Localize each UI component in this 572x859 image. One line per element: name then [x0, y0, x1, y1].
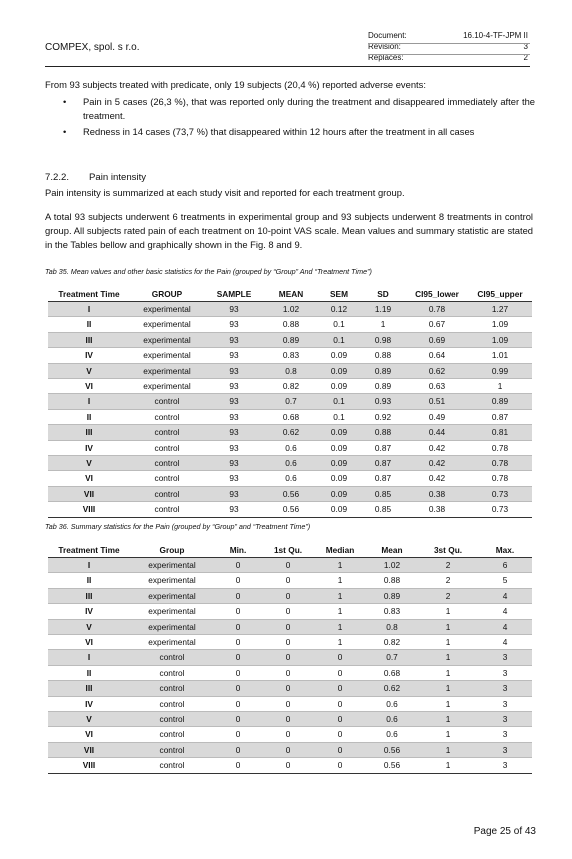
table-cell: 0.1: [318, 332, 360, 347]
table-cell: 0.78: [468, 471, 532, 486]
header-divider: [368, 54, 530, 55]
table-cell: III: [48, 332, 130, 347]
table-cell: 0.88: [360, 348, 406, 363]
table-cell: II: [48, 409, 130, 424]
table-cell: 0.69: [406, 332, 468, 347]
table-cell: 3: [478, 758, 532, 773]
table-cell: 0.09: [318, 363, 360, 378]
table-row: [48, 665, 532, 680]
table-cell: 1.02: [366, 558, 418, 573]
table-cell: 0.6: [366, 712, 418, 727]
table-cell: III: [48, 681, 130, 696]
table-cell: 1: [314, 604, 366, 619]
table-cell: 0.89: [468, 394, 532, 409]
table-cell: VI: [48, 727, 130, 742]
table-cell: 3: [478, 665, 532, 680]
table-cell: 0.12: [318, 302, 360, 317]
table-cell: IV: [48, 348, 130, 363]
list-item: • Pain in 5 cases (26,3 %), that was reported only during the treatment and disappeared immediately after the treatment.: [45, 95, 535, 123]
table-row: [48, 712, 532, 727]
table-cell: 93: [204, 317, 264, 332]
summary-statistics-table: [48, 544, 532, 774]
table-cell: experimental: [130, 573, 214, 588]
table-cell: 0: [314, 696, 366, 711]
table-cell: II: [48, 573, 130, 588]
table-cell: 0: [262, 604, 314, 619]
table-cell: III: [48, 425, 130, 440]
table-cell: 93: [204, 332, 264, 347]
column-header: Min.: [214, 544, 262, 558]
section-heading: [45, 172, 146, 183]
table-cell: 0.6: [366, 696, 418, 711]
table-row: [48, 379, 532, 394]
paragraph: A total 93 subjects underwent 6 treatments in experimental group and 93 subjects underwent 8 treatments in control group. All subjects rated pain of each treatment on 10-point VAS scale. Mean values and summary statistic are stated in the Tables bellow and graphically shown in the Fig. 8 and 9.: [45, 211, 533, 250]
table-cell: 0: [214, 727, 262, 742]
table-cell: 93: [204, 394, 264, 409]
table-cell: 1: [314, 619, 366, 634]
table-cell: 0.7: [366, 650, 418, 665]
table-cell: 0: [314, 727, 366, 742]
table-row: [48, 425, 532, 440]
table-cell: 1: [418, 681, 478, 696]
replaces-label: Replaces:: [368, 53, 404, 62]
table-cell: 0.85: [360, 486, 406, 501]
table-cell: 0.73: [468, 502, 532, 517]
table-cell: 0.56: [366, 758, 418, 773]
table-cell: III: [48, 588, 130, 603]
table-row: [48, 332, 532, 347]
table-cell: VIII: [48, 502, 130, 517]
column-header: 3st Qu.: [418, 544, 478, 558]
table-cell: 0.93: [360, 394, 406, 409]
table-cell: 0: [214, 742, 262, 757]
table-cell: V: [48, 456, 130, 471]
table-cell: 0: [262, 727, 314, 742]
table-cell: 0: [214, 650, 262, 665]
table-caption: Tab 36. Summary statistics for the Pain (grouped by “Group” and “Treatment Time”): [45, 522, 311, 531]
table-cell: 0.87: [360, 471, 406, 486]
document-label: Document:: [368, 31, 407, 40]
table-cell: 0.89: [360, 379, 406, 394]
table-cell: 0.09: [318, 379, 360, 394]
table-cell: 0: [314, 712, 366, 727]
table-cell: 0.8: [264, 363, 318, 378]
table-cell: 0: [262, 712, 314, 727]
table-cell: 0.1: [318, 394, 360, 409]
table-cell: 0: [214, 696, 262, 711]
table-cell: 0: [214, 681, 262, 696]
table-cell: experimental: [130, 558, 214, 573]
table-cell: I: [48, 558, 130, 573]
table-cell: 93: [204, 471, 264, 486]
document-meta: [368, 30, 528, 63]
company-name: COMPEX, spol. s r.o.: [45, 42, 140, 53]
table-cell: control: [130, 742, 214, 757]
column-header: Group: [130, 544, 214, 558]
mean-statistics-table: [48, 288, 532, 518]
table-cell: experimental: [130, 619, 214, 634]
table-cell: 0.49: [406, 409, 468, 424]
table-row: [48, 635, 532, 650]
table-cell: 0.78: [468, 440, 532, 455]
table-cell: 0.1: [318, 317, 360, 332]
table-cell: 1.09: [468, 317, 532, 332]
table-cell: experimental: [130, 302, 204, 317]
table-cell: 0.68: [366, 665, 418, 680]
table-cell: 0.64: [406, 348, 468, 363]
table-cell: 0: [262, 650, 314, 665]
table-cell: 0: [214, 619, 262, 634]
table-cell: 4: [478, 588, 532, 603]
table-cell: 0.7: [264, 394, 318, 409]
table-cell: 0.56: [264, 486, 318, 501]
table-cell: VII: [48, 486, 130, 501]
table-cell: control: [130, 394, 204, 409]
table-cell: 0.56: [366, 742, 418, 757]
revision-label: Revision:: [368, 42, 401, 51]
column-header: Treatment Time: [48, 544, 130, 558]
table-cell: 93: [204, 486, 264, 501]
table-row: [48, 348, 532, 363]
table-cell: 4: [478, 619, 532, 634]
table-cell: 0: [214, 665, 262, 680]
table-cell: control: [130, 409, 204, 424]
table-cell: control: [130, 440, 204, 455]
table-cell: 1.27: [468, 302, 532, 317]
table-cell: control: [130, 758, 214, 773]
table-cell: experimental: [130, 604, 214, 619]
revision-value: 3: [523, 42, 528, 51]
table-cell: control: [130, 712, 214, 727]
table-cell: 0.88: [360, 425, 406, 440]
table-row: [48, 742, 532, 757]
table-cell: 1: [418, 696, 478, 711]
table-cell: 1: [418, 742, 478, 757]
table-cell: 0.51: [406, 394, 468, 409]
table-cell: 1: [314, 573, 366, 588]
table-cell: I: [48, 394, 130, 409]
table-cell: 1: [418, 635, 478, 650]
table-cell: 0.85: [360, 502, 406, 517]
table-cell: experimental: [130, 332, 204, 347]
table-cell: 0.89: [264, 332, 318, 347]
table-cell: 4: [478, 604, 532, 619]
table-cell: control: [130, 425, 204, 440]
table-cell: VI: [48, 635, 130, 650]
table-cell: 0.1: [318, 409, 360, 424]
table-cell: 0: [262, 742, 314, 757]
column-header: 1st Qu.: [262, 544, 314, 558]
table-cell: 1: [418, 758, 478, 773]
table-row: [48, 604, 532, 619]
table-cell: 0.68: [264, 409, 318, 424]
column-header: Mean: [366, 544, 418, 558]
table-row: [48, 440, 532, 455]
table-cell: 0.98: [360, 332, 406, 347]
table-row: [48, 558, 532, 573]
column-header: Max.: [478, 544, 532, 558]
table-cell: 1: [418, 650, 478, 665]
table-cell: 0: [214, 558, 262, 573]
table-cell: 0.6: [264, 471, 318, 486]
column-header: Median: [314, 544, 366, 558]
table-cell: 0.09: [318, 471, 360, 486]
table-cell: VI: [48, 379, 130, 394]
table-cell: 1: [418, 665, 478, 680]
table-cell: 0: [262, 619, 314, 634]
table-cell: 1.19: [360, 302, 406, 317]
table-cell: 6: [478, 558, 532, 573]
table-cell: 0.09: [318, 440, 360, 455]
table-cell: 0: [214, 758, 262, 773]
table-cell: control: [130, 456, 204, 471]
table-cell: 0.42: [406, 471, 468, 486]
table-cell: 3: [478, 742, 532, 757]
table-cell: 0.8: [366, 619, 418, 634]
table-cell: 0: [214, 573, 262, 588]
table-row: [48, 650, 532, 665]
table-cell: 0: [214, 604, 262, 619]
table-cell: 93: [204, 363, 264, 378]
table-cell: 0: [262, 635, 314, 650]
table-row: [48, 456, 532, 471]
table-cell: 1: [314, 635, 366, 650]
table-cell: 1.09: [468, 332, 532, 347]
table-cell: 0.87: [360, 456, 406, 471]
table-cell: 1: [418, 619, 478, 634]
table-cell: 3: [478, 696, 532, 711]
table-cell: 93: [204, 348, 264, 363]
table-cell: 0: [262, 758, 314, 773]
table-row: [48, 727, 532, 742]
table-row: [48, 471, 532, 486]
table-row: [48, 486, 532, 501]
table-cell: 3: [478, 681, 532, 696]
table-cell: IV: [48, 440, 130, 455]
table-cell: 3: [478, 712, 532, 727]
table-cell: 0: [262, 681, 314, 696]
table-cell: 1: [314, 558, 366, 573]
table-cell: 0: [214, 588, 262, 603]
table-cell: 0.81: [468, 425, 532, 440]
table-cell: 0.78: [468, 456, 532, 471]
table-cell: 0.89: [360, 363, 406, 378]
table-cell: 0: [262, 588, 314, 603]
table-cell: II: [48, 665, 130, 680]
table-cell: 1: [468, 379, 532, 394]
table-cell: 0.62: [406, 363, 468, 378]
table-cell: 0: [314, 758, 366, 773]
table-cell: II: [48, 317, 130, 332]
table-cell: 93: [204, 409, 264, 424]
table-cell: 0.42: [406, 456, 468, 471]
table-cell: 0: [214, 635, 262, 650]
table-cell: 1: [418, 727, 478, 742]
header-rule: [45, 66, 530, 67]
table-row: [48, 696, 532, 711]
table-cell: 93: [204, 502, 264, 517]
table-row: [48, 681, 532, 696]
table-cell: IV: [48, 604, 130, 619]
table-cell: 3: [478, 650, 532, 665]
header-divider: [368, 43, 530, 44]
table-cell: 0.67: [406, 317, 468, 332]
table-cell: experimental: [130, 635, 214, 650]
table-cell: control: [130, 665, 214, 680]
table-cell: 0.09: [318, 502, 360, 517]
table-cell: 0.83: [366, 604, 418, 619]
table-row: [48, 619, 532, 634]
table-cell: 0.38: [406, 486, 468, 501]
table-cell: 0.87: [360, 440, 406, 455]
table-cell: 0.09: [318, 486, 360, 501]
table-row: [48, 317, 532, 332]
table-cell: 3: [478, 727, 532, 742]
table-cell: 0.6: [366, 727, 418, 742]
table-cell: 0: [314, 742, 366, 757]
document-value: 16.10-4-TF-JPM II: [463, 31, 528, 40]
table-row: [48, 573, 532, 588]
table-cell: 0: [314, 650, 366, 665]
column-header: SAMPLE: [204, 288, 264, 302]
table-cell: 0: [214, 712, 262, 727]
table-cell: 0.99: [468, 363, 532, 378]
section-title: Pain intensity: [89, 172, 147, 183]
table-cell: control: [130, 650, 214, 665]
table-cell: 0.44: [406, 425, 468, 440]
column-header: Treatment Time: [48, 288, 130, 302]
table-cell: 0.82: [264, 379, 318, 394]
table-cell: 1: [314, 588, 366, 603]
table-cell: 0.09: [318, 348, 360, 363]
table-cell: 0: [314, 681, 366, 696]
page-number: Page 25 of 43: [473, 826, 536, 837]
table-cell: 1.01: [468, 348, 532, 363]
table-cell: VII: [48, 742, 130, 757]
table-cell: 93: [204, 379, 264, 394]
table-cell: 2: [418, 558, 478, 573]
column-header: SEM: [318, 288, 360, 302]
table-cell: 0.6: [264, 456, 318, 471]
table-cell: 0: [262, 696, 314, 711]
column-header: CI95_upper: [468, 288, 532, 302]
table-cell: 1: [360, 317, 406, 332]
table-caption: Tab 35. Mean values and other basic statistics for the Pain (grouped by “Group” And “Treatment Time”): [45, 267, 372, 276]
adverse-events-list: [45, 95, 535, 141]
section-number: 7.2.2.: [45, 172, 70, 183]
table-cell: 0: [262, 573, 314, 588]
paragraph: Pain intensity is summarized at each study visit and reported for each treatment group.: [45, 187, 405, 198]
table-cell: 0.82: [366, 635, 418, 650]
column-header: GROUP: [130, 288, 204, 302]
table-cell: 93: [204, 440, 264, 455]
table-row: [48, 758, 532, 773]
table-cell: control: [130, 471, 204, 486]
table-cell: experimental: [130, 363, 204, 378]
table-cell: 1: [418, 712, 478, 727]
table-cell: experimental: [130, 317, 204, 332]
table-row: [48, 409, 532, 424]
table-cell: experimental: [130, 379, 204, 394]
column-header: CI95_lower: [406, 288, 468, 302]
table-cell: I: [48, 302, 130, 317]
table-row: [48, 302, 532, 317]
table-cell: V: [48, 712, 130, 727]
table-cell: 0.89: [366, 588, 418, 603]
table-cell: IV: [48, 696, 130, 711]
table-cell: 0.56: [264, 502, 318, 517]
table-cell: 0.88: [366, 573, 418, 588]
table-cell: experimental: [130, 588, 214, 603]
list-item: • Redness in 14 cases (73,7 %) that disappeared within 12 hours after the treatment in all cases: [45, 125, 535, 139]
table-row: [48, 588, 532, 603]
table-cell: 0.63: [406, 379, 468, 394]
table-cell: control: [130, 681, 214, 696]
table-cell: V: [48, 363, 130, 378]
table-cell: 0.73: [468, 486, 532, 501]
table-cell: 0.78: [406, 302, 468, 317]
table-cell: control: [130, 502, 204, 517]
table-cell: control: [130, 486, 204, 501]
table-cell: 1.02: [264, 302, 318, 317]
table-cell: VIII: [48, 758, 130, 773]
intro-paragraph: From 93 subjects treated with predicate, only 19 subjects (20,4 %) reported adverse events:: [45, 79, 426, 90]
column-header: MEAN: [264, 288, 318, 302]
table-cell: 0.62: [366, 681, 418, 696]
table-cell: 93: [204, 302, 264, 317]
table-cell: 0: [314, 665, 366, 680]
table-cell: 0.09: [318, 456, 360, 471]
table-cell: I: [48, 650, 130, 665]
table-cell: 0.88: [264, 317, 318, 332]
table-cell: V: [48, 619, 130, 634]
table-cell: VI: [48, 471, 130, 486]
table-cell: 0.6: [264, 440, 318, 455]
table-cell: 2: [418, 573, 478, 588]
table-row: [48, 394, 532, 409]
table-cell: 0.38: [406, 502, 468, 517]
table-cell: 93: [204, 425, 264, 440]
table-cell: control: [130, 696, 214, 711]
table-cell: experimental: [130, 348, 204, 363]
table-cell: 0.83: [264, 348, 318, 363]
table-row: [48, 363, 532, 378]
table-cell: control: [130, 727, 214, 742]
table-row: [48, 502, 532, 517]
table-cell: 5: [478, 573, 532, 588]
table-cell: 0: [262, 558, 314, 573]
table-cell: 0.92: [360, 409, 406, 424]
table-cell: 4: [478, 635, 532, 650]
table-cell: 0.87: [468, 409, 532, 424]
table-cell: 0.09: [318, 425, 360, 440]
table-cell: 1: [418, 604, 478, 619]
column-header: SD: [360, 288, 406, 302]
table-cell: 0.62: [264, 425, 318, 440]
table-cell: 0: [262, 665, 314, 680]
table-cell: 0.42: [406, 440, 468, 455]
replaces-value: 2: [523, 53, 528, 62]
table-cell: 2: [418, 588, 478, 603]
table-cell: 93: [204, 456, 264, 471]
